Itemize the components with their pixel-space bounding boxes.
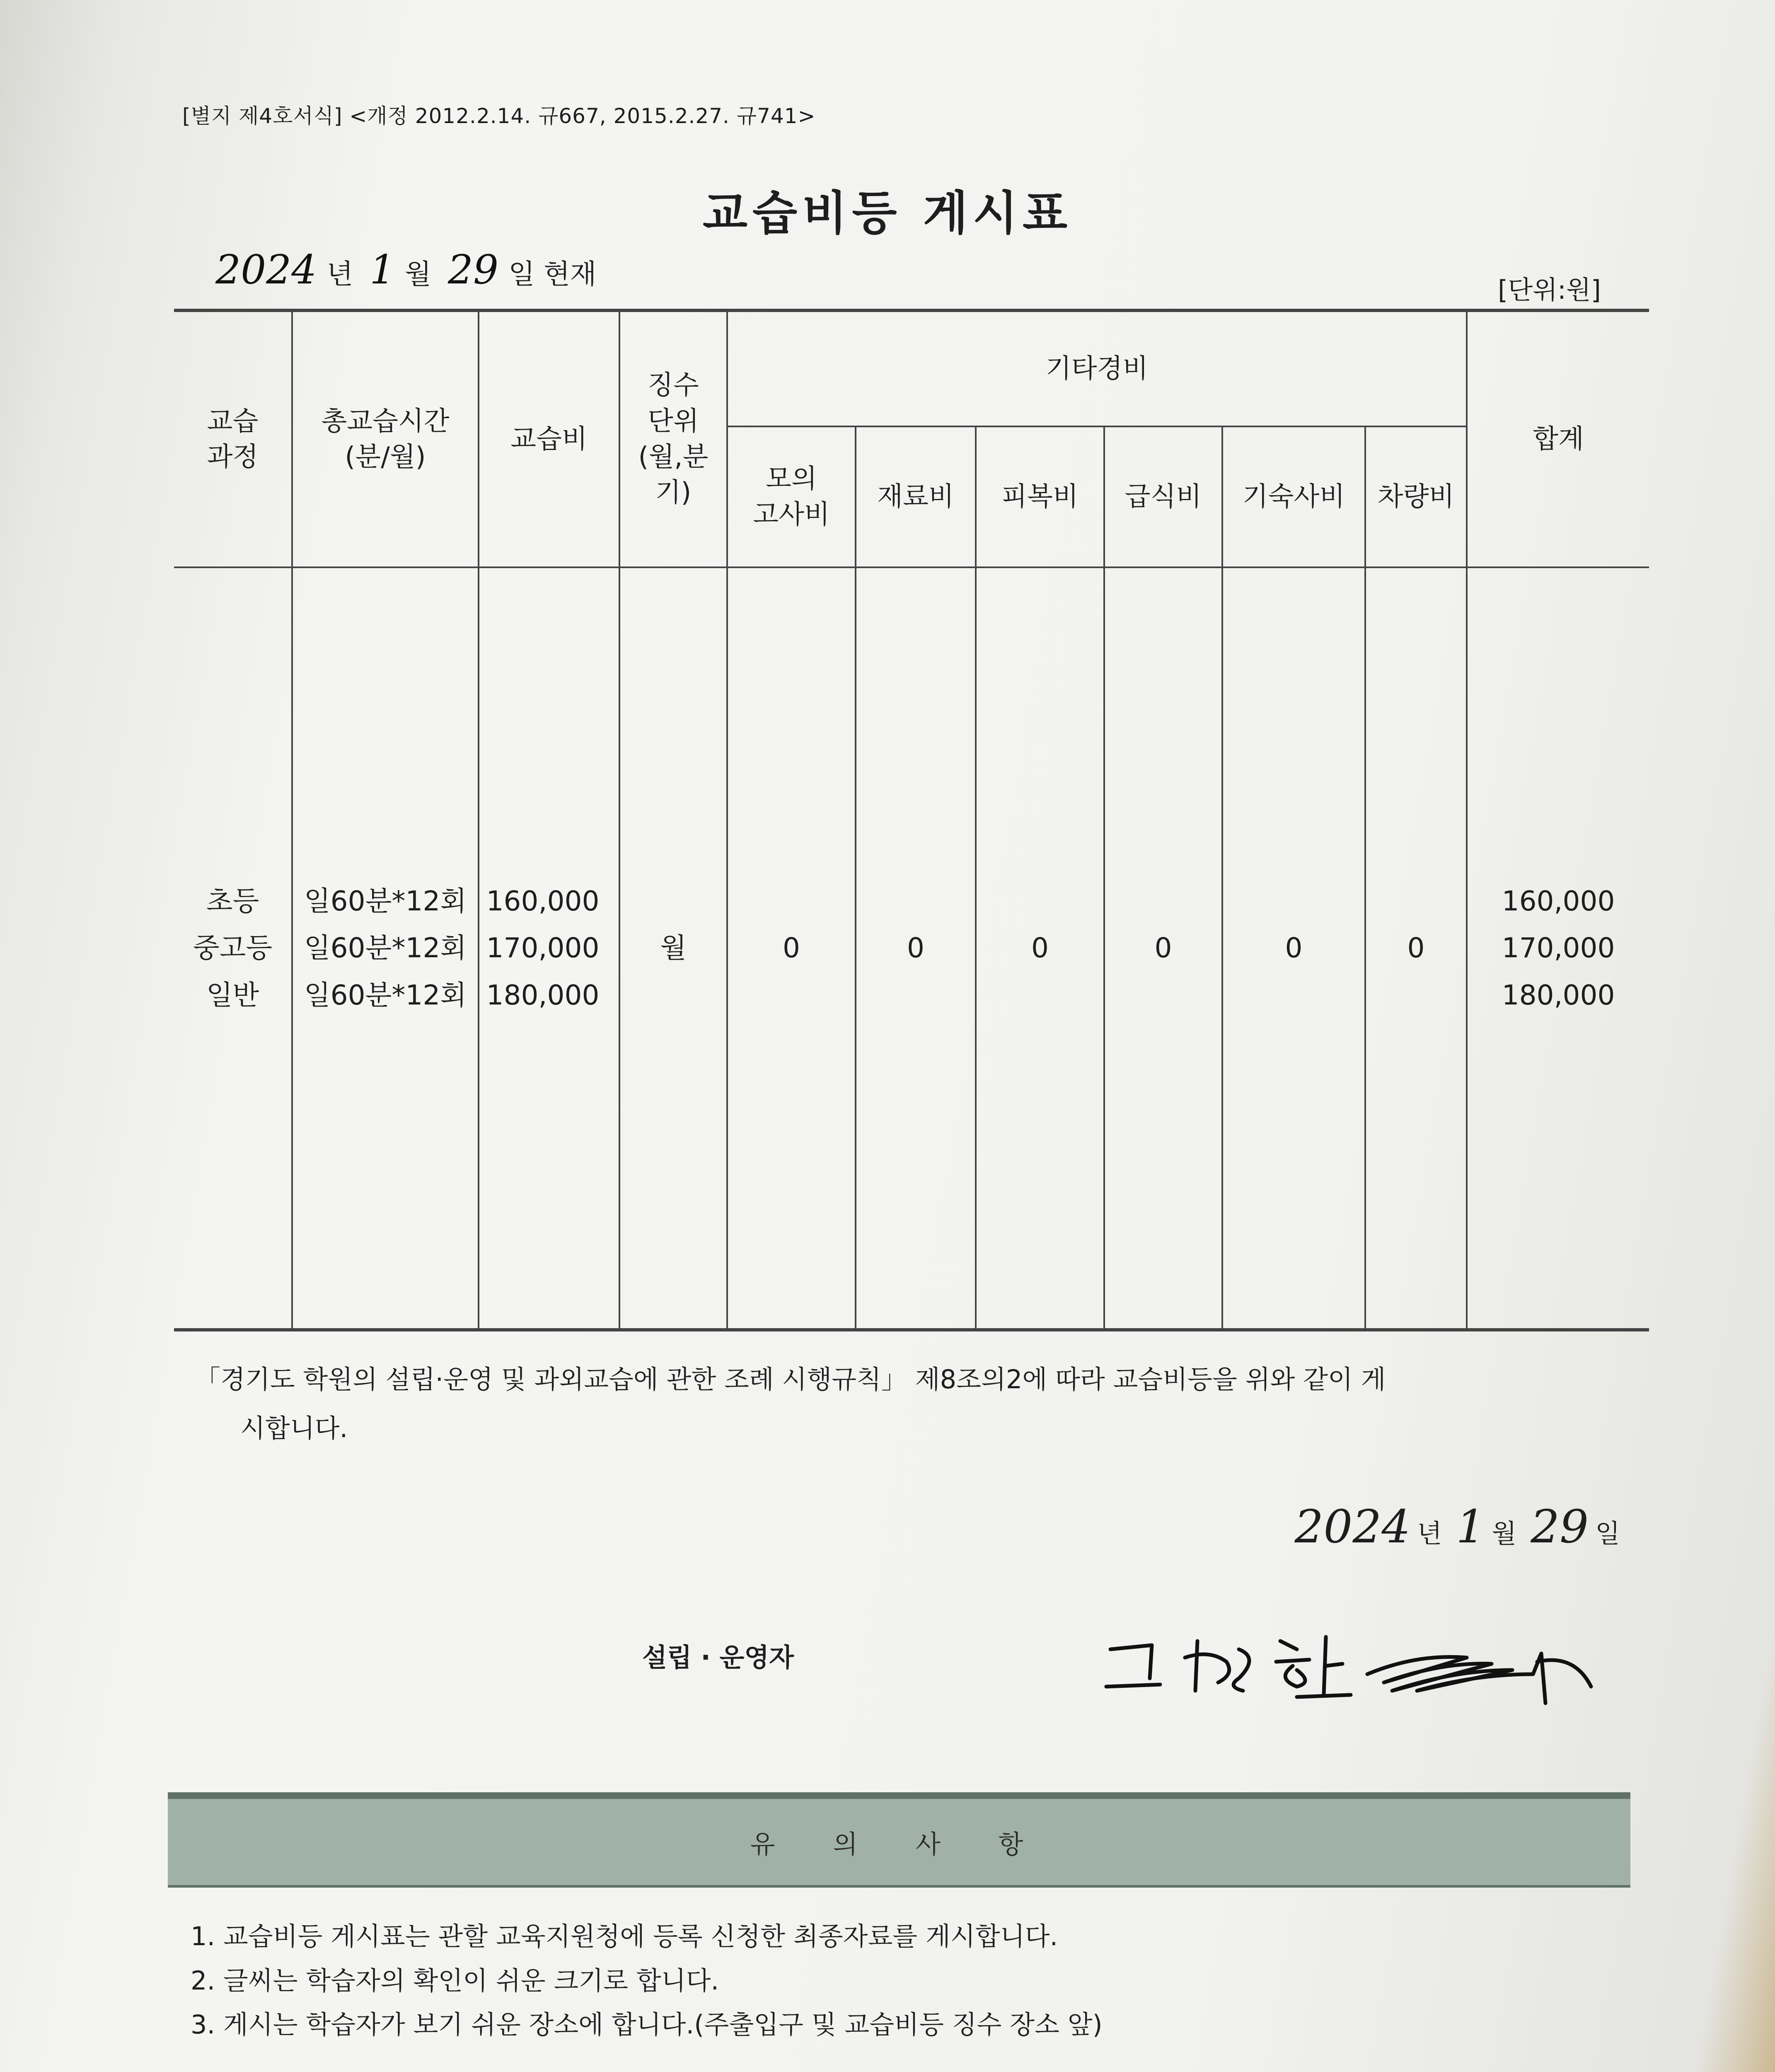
header-dormitory-fee: 기숙사비 bbox=[1222, 426, 1365, 567]
list-item: 2. 글씨는 학습자의 확인이 쉬운 크기로 합니다. bbox=[191, 1965, 719, 1996]
header-total: 합계 bbox=[1467, 310, 1649, 567]
list-item: 1. 교습비등 게시표는 관할 교육지원청에 등록 신청한 최종자료를 게시합니다. bbox=[191, 1921, 1058, 1951]
legal-note-line1: 「경기도 학원의 설립·운영 및 과외교습에 관한 조례 시행규칙」 제8조의2에 따라 교습비등을 위와 같이 게 bbox=[195, 1364, 1386, 1394]
fee-table bbox=[174, 309, 1649, 1331]
cell-uniform-fee: 0 bbox=[976, 567, 1104, 1330]
sign-year-handwritten: 2024 bbox=[1294, 1500, 1411, 1553]
founder-operator-label: 설립 · 운영자 bbox=[642, 1642, 794, 1673]
list-item: 3. 게시는 학습자가 보기 쉬운 장소에 합니다.(주출입구 및 교습비등 징수 장소 앞) bbox=[191, 2009, 1103, 2040]
signature-date bbox=[1294, 1500, 1634, 1553]
header-uniform-fee: 피복비 bbox=[976, 426, 1104, 567]
cell-dormitory-fee: 0 bbox=[1222, 567, 1365, 1330]
header-mock-exam-fee: 모의 고사비 bbox=[727, 426, 856, 567]
sign-day-handwritten: 29 bbox=[1531, 1500, 1589, 1553]
date-day-unit: 일 현재 bbox=[508, 258, 597, 290]
cell-meal-fee: 0 bbox=[1104, 567, 1222, 1330]
date-year-unit: 년 bbox=[326, 258, 353, 290]
sign-month-unit: 월 bbox=[1492, 1518, 1517, 1549]
cell-vehicle-fee: 0 bbox=[1365, 567, 1467, 1330]
cell-hours: 일60분*12회 일60분*12회 일60분*12회 bbox=[292, 567, 479, 1330]
header-other-expenses: 기타경비 bbox=[727, 310, 1467, 426]
notice-title: 유 의 사 항 bbox=[168, 1792, 1630, 1888]
legal-note-line2: 시합니다. bbox=[240, 1413, 348, 1443]
current-date bbox=[215, 247, 613, 293]
unit-label: [단위:원] bbox=[1498, 275, 1601, 305]
form-header-note: [별지 제4호서식] <개정 2012.2.14. 규667, 2015.2.27. 규741> bbox=[182, 104, 816, 128]
legal-note bbox=[195, 1355, 1670, 1453]
date-year-handwritten: 2024 bbox=[215, 247, 317, 293]
notice-list bbox=[191, 1915, 1103, 2047]
handwritten-signature bbox=[1102, 1624, 1599, 1707]
date-month-handwritten: 1 bbox=[370, 247, 395, 293]
document-title: 교습비등 게시표 bbox=[702, 186, 1073, 240]
sign-month-handwritten: 1 bbox=[1456, 1500, 1485, 1553]
cell-mock-exam-fee: 0 bbox=[727, 567, 856, 1330]
header-total-hours: 총교습시간 (분/월) bbox=[292, 310, 479, 567]
date-day-handwritten: 29 bbox=[447, 247, 499, 293]
header-material-fee: 재료비 bbox=[856, 426, 976, 567]
header-course: 교습 과정 bbox=[174, 310, 292, 567]
header-tuition: 교습비 bbox=[479, 310, 619, 567]
cell-tuition: 160,000 170,000 180,000 bbox=[479, 567, 619, 1330]
cell-unit: 월 bbox=[619, 567, 727, 1330]
header-meal-fee: 급식비 bbox=[1104, 426, 1222, 567]
cell-courses: 초등 중고등 일반 bbox=[174, 567, 292, 1330]
header-collection-unit: 징수 단위 (월,분 기) bbox=[619, 310, 727, 567]
table-row bbox=[174, 567, 1649, 1330]
cell-total: 160,000 170,000 180,000 bbox=[1467, 567, 1649, 1330]
cell-material-fee: 0 bbox=[856, 567, 976, 1330]
date-month-unit: 월 bbox=[405, 258, 431, 290]
sign-day-unit: 일 bbox=[1595, 1518, 1620, 1549]
header-vehicle-fee: 차량비 bbox=[1365, 426, 1467, 567]
sign-year-unit: 년 bbox=[1417, 1518, 1442, 1549]
